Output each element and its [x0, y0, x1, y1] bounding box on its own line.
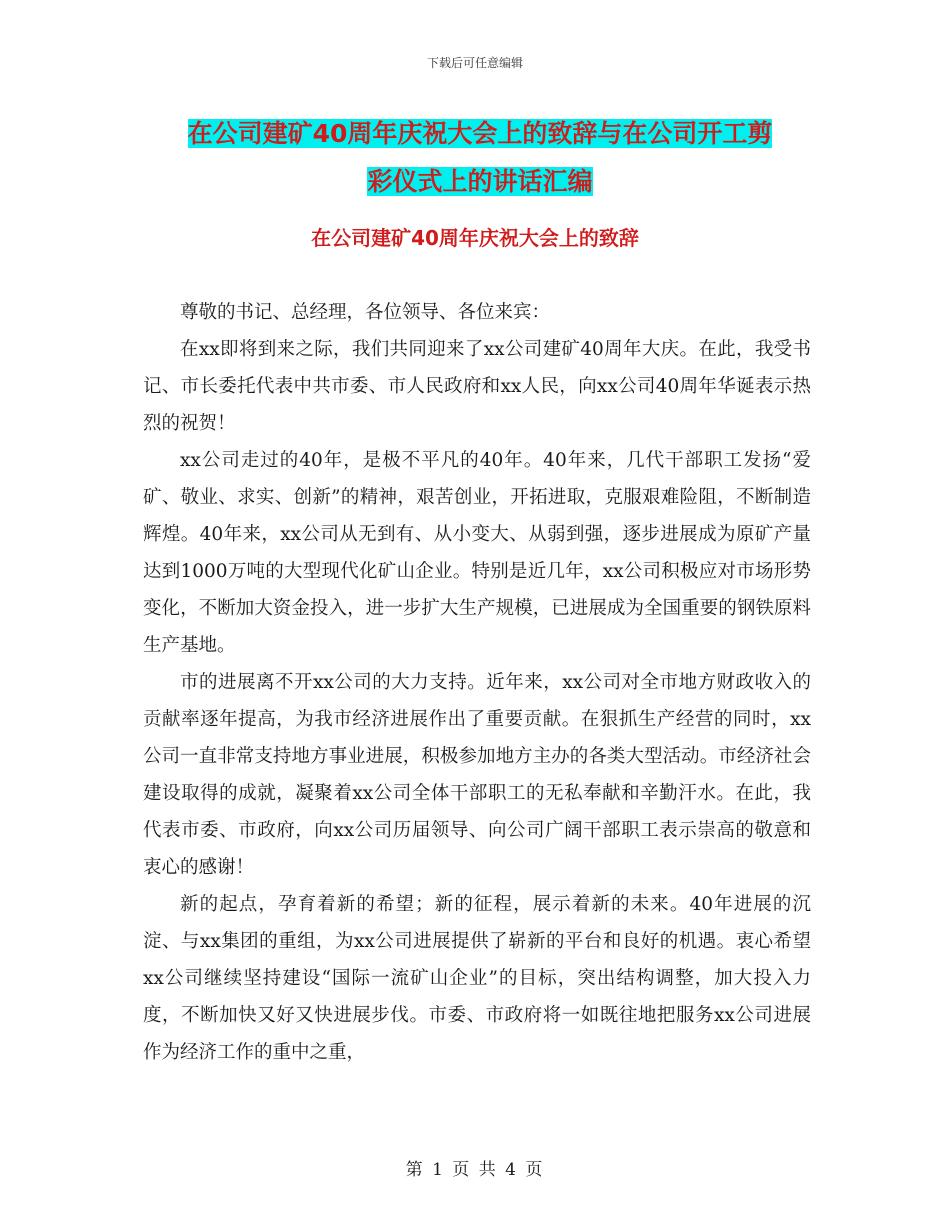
body-paragraph: xx公司走过的40年，是极不平凡的40年。40年来，几代干部职工发扬“爱矿、敬业、求实、创新”的精神，艰苦创业，开拓进取，克服艰难险阻，不断制造辉煌。40年来，xx公司从无到有、从小变大、从弱到强，逐步进展成为原矿产量达到1000万吨的大型现代化矿山企业。特别是近几年，xx公司积极应对市场形势变化，不断加大资金投入，进一步扩大生产规模，已进展成为全国重要的钢铁原料生产基地。 — [143, 450, 811, 656]
page-number: 第 1 页 共 4 页 — [405, 1160, 545, 1180]
body-paragraph: 市的进展离不开xx公司的大力支持。近年来，xx公司对全市地方财政收入的贡献率逐年提高，为我市经济进展作出了重要贡献。在狠抓生产经营的同时，xx公司一直非常支持地方事业进展，积极参加地方主办的各类大型活动。市经济社会建设取得的成就，凝聚着xx公司全体干部职工的无私奉献和辛勤汗水。在此，我代表市委、市政府，向xx公司历届领导、向公司广阔干部职工表示崇高的敬意和衷心的感谢！ — [143, 672, 811, 878]
body-paragraph: 新的起点，孕育着新的希望；新的征程，展示着新的未来。40年进展的沉淀、与xx集团的重组，为xx公司进展提供了崭新的平台和良好的机遇。衷心希望xx公司继续坚持建设“国际一流矿山企业”的目标，突出结构调整，加大投入力度，不断加快又好又快进展步伐。市委、市政府将一如既往地把服务xx公司进展作为经济工作的重中之重， — [143, 894, 811, 1063]
body-paragraph: 在xx即将到来之际，我们共同迎来了xx公司建矿40周年大庆。在此，我受书记、市长委托代表中共市委、市人民政府和xx人民，向xx公司40周年华诞表示热烈的祝贺！ — [143, 339, 811, 434]
section-title: 在公司建矿40周年庆祝大会上的致辞 — [311, 226, 639, 250]
document-title — [100, 110, 860, 206]
page-header-note: 下载后可任意编辑 — [426, 56, 523, 70]
speech-body — [143, 294, 811, 1071]
salutation-paragraph: 尊敬的书记、总经理，各位领导、各位来宾： — [180, 302, 551, 323]
document-title-line-1: 在公司建矿40周年庆祝大会上的致辞与在公司开工剪 — [187, 119, 773, 148]
document-title-line-2: 彩仪式上的讲话汇编 — [367, 167, 593, 196]
